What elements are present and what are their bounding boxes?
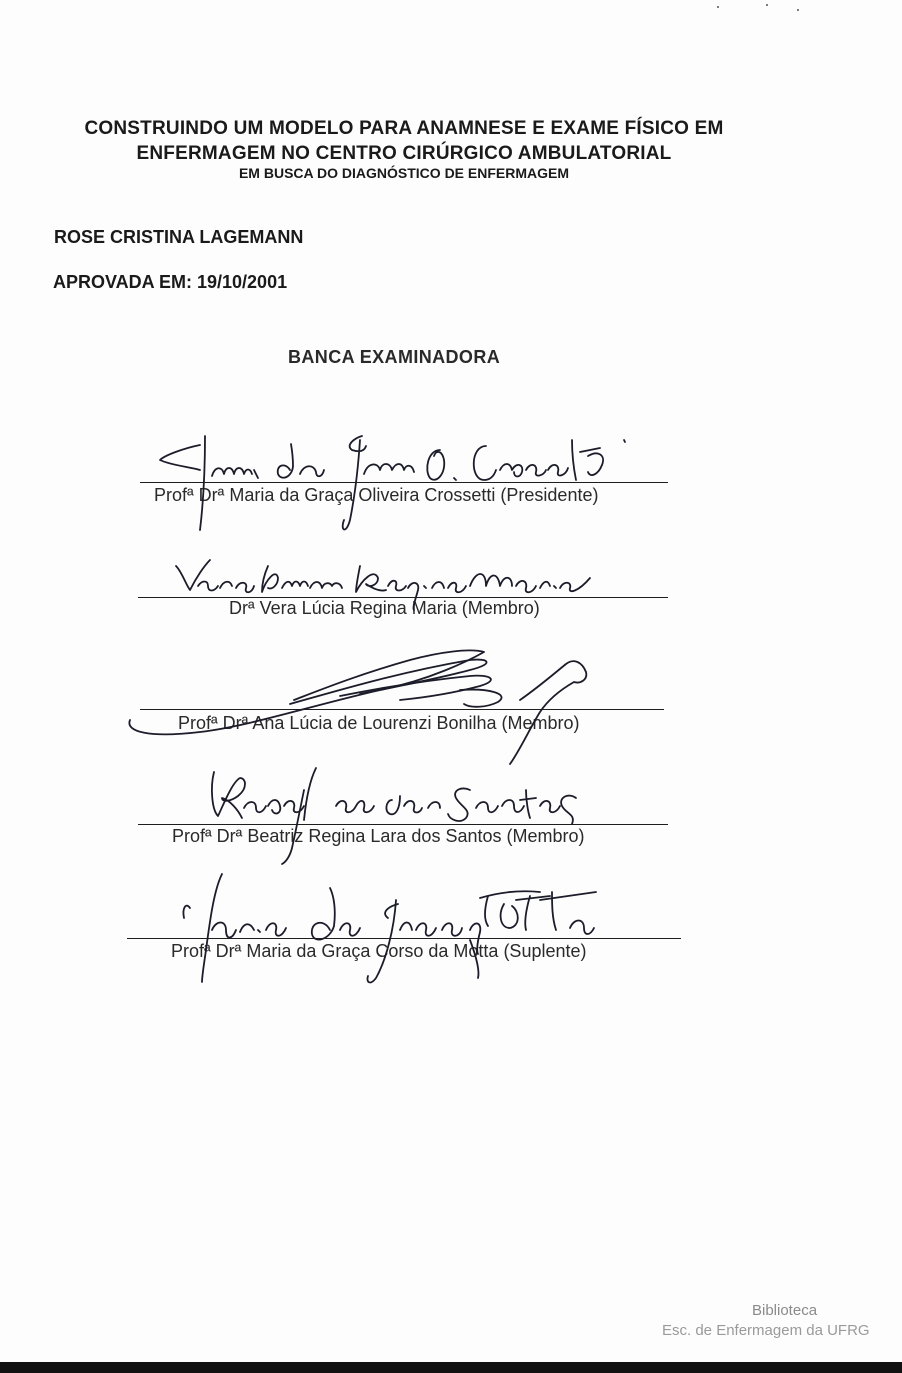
approval-date: APROVADA EM: 19/10/2001 bbox=[53, 272, 288, 292]
signature-line bbox=[140, 482, 668, 483]
signature-3-image bbox=[129, 650, 586, 764]
document-title-line-1: CONSTRUINDO UM MODELO PARA ANAMNESE E EXAME FÍSICO EM bbox=[84, 118, 724, 139]
signature-line bbox=[140, 709, 664, 710]
library-stamp-line-1: Biblioteca bbox=[752, 1302, 818, 1319]
signature-5-image bbox=[183, 874, 596, 982]
signature-4-image bbox=[212, 768, 576, 864]
document-subtitle: EM BUSCA DO DIAGNÓSTICO DE ENFERMAGEM bbox=[238, 165, 570, 181]
signature-line bbox=[138, 824, 668, 825]
signatory-name: Profª Drª Beatriz Regina Lara dos Santos (Membro) bbox=[172, 826, 585, 846]
scan-speck bbox=[717, 6, 719, 8]
signatory-name: Profª Drª Ana Lúcia de Lourenzi Bonilha (Membro) bbox=[178, 713, 580, 733]
scan-speck bbox=[766, 4, 768, 6]
signature-line bbox=[127, 938, 681, 939]
scan-speck bbox=[797, 9, 799, 11]
document-title-line-2: ENFERMAGEM NO CENTRO CIRÚRGICO AMBULATORIAL bbox=[136, 143, 672, 164]
signature-1-image bbox=[160, 436, 625, 530]
signatory-name: Profª Drª Maria da Graça Oliveira Crossetti (Presidente) bbox=[154, 485, 599, 505]
scan-edge-bar bbox=[0, 1362, 902, 1373]
board-title: BANCA EXAMINADORA bbox=[288, 347, 501, 367]
library-stamp-line-2: Esc. de Enfermagem da UFRG bbox=[662, 1322, 870, 1339]
signatory-name: Drª Vera Lúcia Regina Maria (Membro) bbox=[229, 598, 540, 618]
signatory-name: Profª Drª Maria da Graça Corso da Motta (Suplente) bbox=[171, 941, 587, 961]
author-name: ROSE CRISTINA LAGEMANN bbox=[54, 227, 304, 247]
